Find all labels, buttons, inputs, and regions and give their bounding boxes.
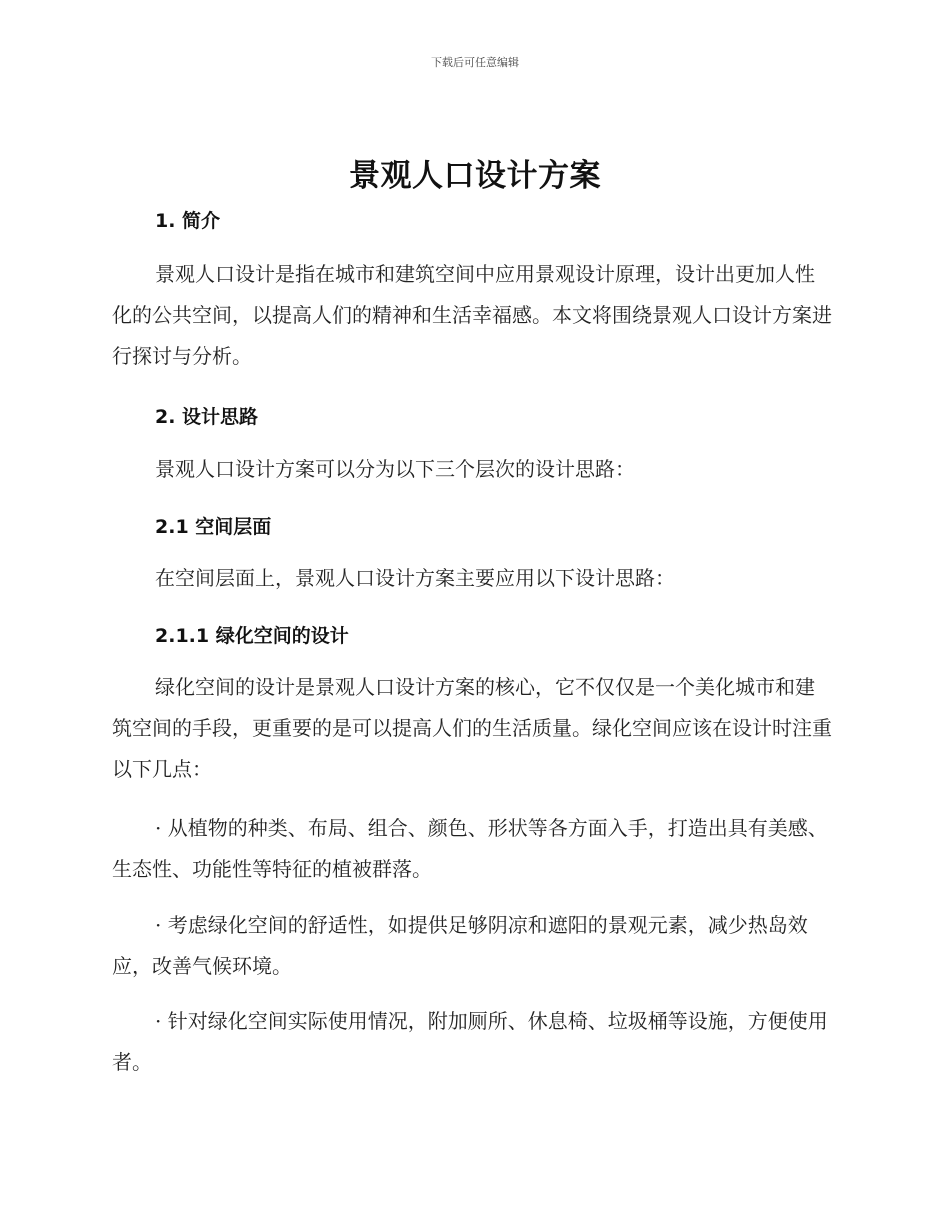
bullet-item-comfort: · 考虑绿化空间的舒适性，如提供足够阴凉和遮阳的景观元素，减少热岛效应，改善气候环境。 <box>112 913 808 978</box>
bullet-item-plants: · 从植物的种类、布局、组合、颜色、形状等各方面入手，打造出具有美感、生态性、功能性等特征的植被群落。 <box>112 816 828 881</box>
document-title: 景观人口设计方案 <box>349 158 601 194</box>
bullet-item-facilities: · 针对绿化空间实际使用情况，附加厕所、休息椅、垃圾桶等设施，方便使用者。 <box>112 1009 828 1074</box>
paragraph-intro: 景观人口设计是指在城市和建筑空间中应用景观设计原理，设计出更加人性化的公共空间，以提高人们的精神和生活幸福感。本文将围绕景观人口设计方案进行探讨与分析。 <box>112 262 832 368</box>
header-note: 下载后可任意编辑 <box>431 56 519 69</box>
section-heading-green-space: 2.1.1 绿化空间的设计 <box>155 625 349 647</box>
section-heading-intro: 1. 简介 <box>155 210 221 232</box>
paragraph-space-level: 在空间层面上，景观人口设计方案主要应用以下设计思路： <box>155 566 675 590</box>
section-heading-design-ideas: 2. 设计思路 <box>155 406 259 428</box>
paragraph-design-ideas: 景观人口设计方案可以分为以下三个层次的设计思路： <box>155 457 635 481</box>
section-heading-space-level: 2.1 空间层面 <box>155 516 272 538</box>
paragraph-green-space: 绿化空间的设计是景观人口设计方案的核心，它不仅仅是一个美化城市和建筑空间的手段，更重要的是可以提高人们的生活质量。绿化空间应该在设计时注重以下几点： <box>112 675 832 781</box>
